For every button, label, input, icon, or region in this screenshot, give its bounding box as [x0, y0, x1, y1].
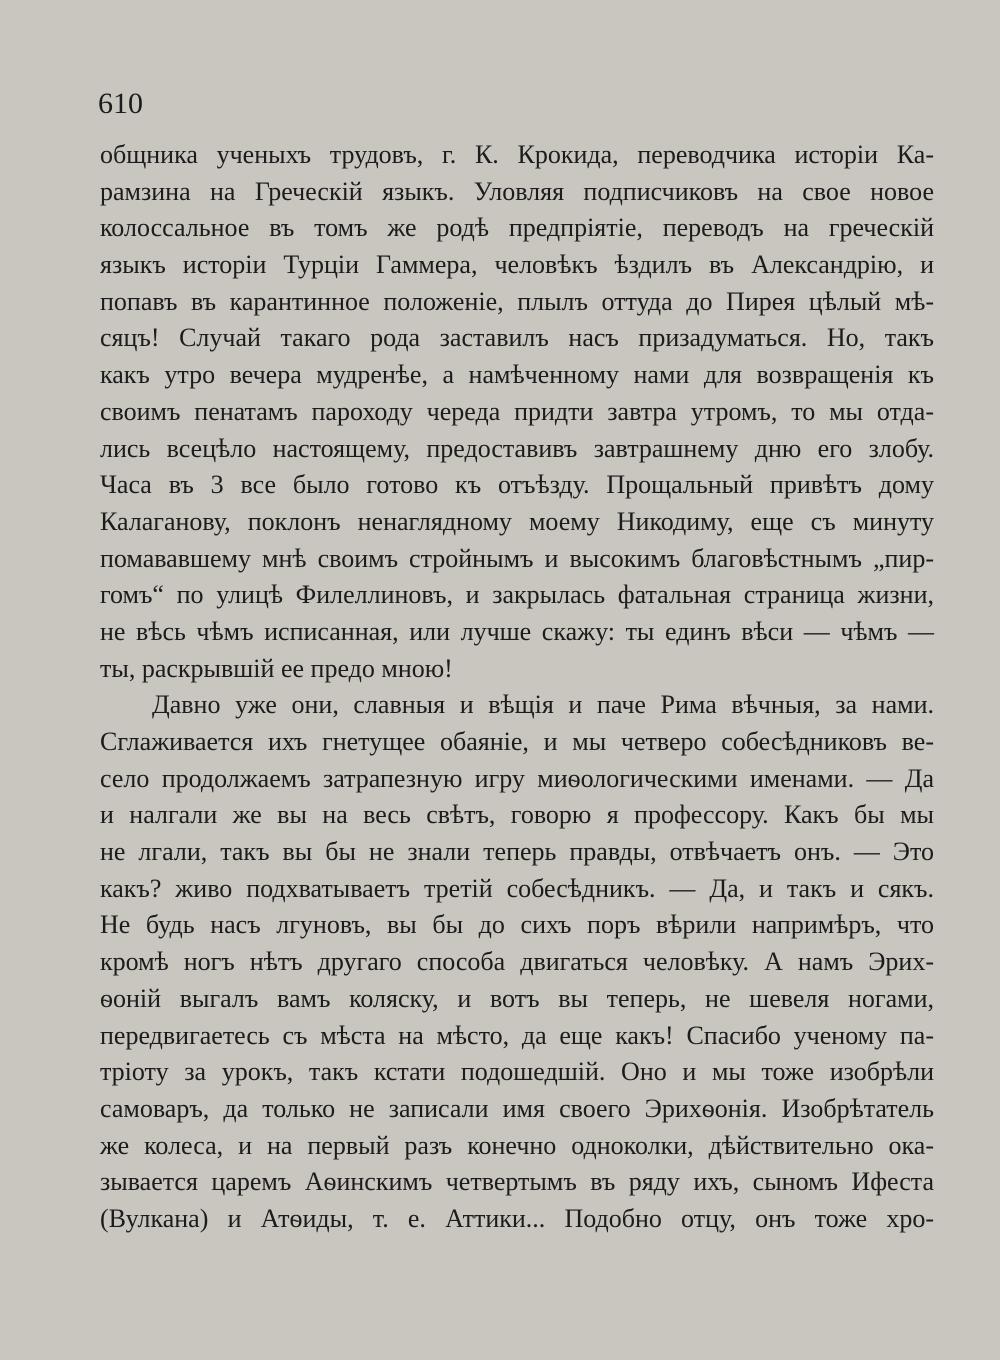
body-text: [100, 137, 934, 1238]
text-line: гомъ“ по улицѣ Филеллиновъ, и закрылась фатальная страница жизни,: [100, 580, 934, 610]
text-line: село продолжаемъ затрапезную игру миѳологическими именами. — Да: [100, 763, 934, 793]
text-line: Не будь насъ лгуновъ, вы бы до сихъ поръ вѣрили напримѣръ, что: [100, 910, 934, 940]
text-line: общника ученыхъ трудовъ, г. К. Крокида, переводчика исторіи Ка-: [100, 140, 934, 169]
text-line: не вѣсь чѣмъ исписанная, или лучше скажу: ты единъ вѣси — чѣмъ —: [100, 616, 934, 646]
text-line: своимъ пенатамъ пароходу череда придти завтра утромъ, то мы отда-: [100, 396, 934, 426]
text-line: какъ утро вечера мудренѣе, а намѣченному нами для возвращенія къ: [100, 360, 934, 390]
text-line: передвигаетесь съ мѣста на мѣсто, да еще какъ! Спасибо ученому па-: [100, 1020, 934, 1050]
text-line: (Вулкана) и Атѳиды, т. е. Аттики... Подобно отцу, онъ тоже хро-: [100, 1203, 934, 1233]
text-line: попавъ въ карантинное положеніе, плылъ оттуда до Пирея цѣлый мѣ-: [100, 286, 934, 316]
text-line: помававшему мнѣ своимъ стройнымъ и высокимъ благовѣстнымъ „пир-: [100, 543, 934, 573]
text-line: же колеса, и на первый разъ конечно одноколки, дѣйствительно ока-: [100, 1130, 934, 1160]
text-line: Часа въ 3 все было готово къ отъѣзду. Прощальный привѣтъ дому: [100, 470, 934, 500]
page-number: 610: [98, 87, 143, 120]
text-line: зывается царемъ Аѳинскимъ четвертымъ въ ряду ихъ, сыномъ Ифеста: [100, 1167, 934, 1197]
text-line: не лгали, такъ вы бы не знали теперь правды, отвѣчаетъ онъ. — Это: [100, 837, 934, 867]
text-line: Сглаживается ихъ гнетущее обаяніе, и мы четверо собесѣдниковъ ве-: [100, 727, 934, 756]
text-line: сяцъ! Случай такаго рода заставилъ насъ призадуматься. Но, такъ: [100, 323, 934, 353]
text-line: кромѣ ногъ нѣтъ другаго способа двигаться человѣку. А намъ Эрих-: [100, 947, 934, 977]
text-line: языкъ исторіи Турціи Гаммера, человѣкъ ѣздилъ въ Александрію, и: [100, 250, 934, 280]
text-line: Калаганову, поклонъ ненаглядному моему Никодиму, еще съ минуту: [100, 506, 934, 536]
text-line: какъ? живо подхватываетъ третій собесѣдникъ. — Да, и такъ и сякъ.: [100, 873, 934, 903]
text-line: самоваръ, да только не записали имя своего Эрихѳонія. Изобрѣтатель: [100, 1093, 934, 1123]
text-line: колоссальное въ томъ же родѣ предпріятіе, переводъ на греческій: [100, 213, 934, 243]
text-line: Давно уже они, славныя и вѣщія и паче Рима вѣчныя, за нами.: [152, 690, 934, 720]
text-line: ѳоній выгалъ вамъ коляску, и вотъ вы теперь, не шевеля ногами,: [100, 983, 934, 1013]
text-line: и налгали же вы на весь свѣтъ, говорю я профессору. Какъ бы мы: [100, 800, 934, 830]
text-line: рамзина на Греческій языкъ. Уловляя подписчиковъ на свое новое: [100, 176, 934, 206]
text-line: ты, раскрывшій ее предо мною!: [100, 653, 453, 683]
text-line: лись всецѣло настоящему, предоставивъ завтрашнему дню его злобу.: [100, 433, 934, 463]
text-line: тріоту за урокъ, такъ кстати подошедшій. Оно и мы тоже изобрѣли: [100, 1057, 934, 1087]
